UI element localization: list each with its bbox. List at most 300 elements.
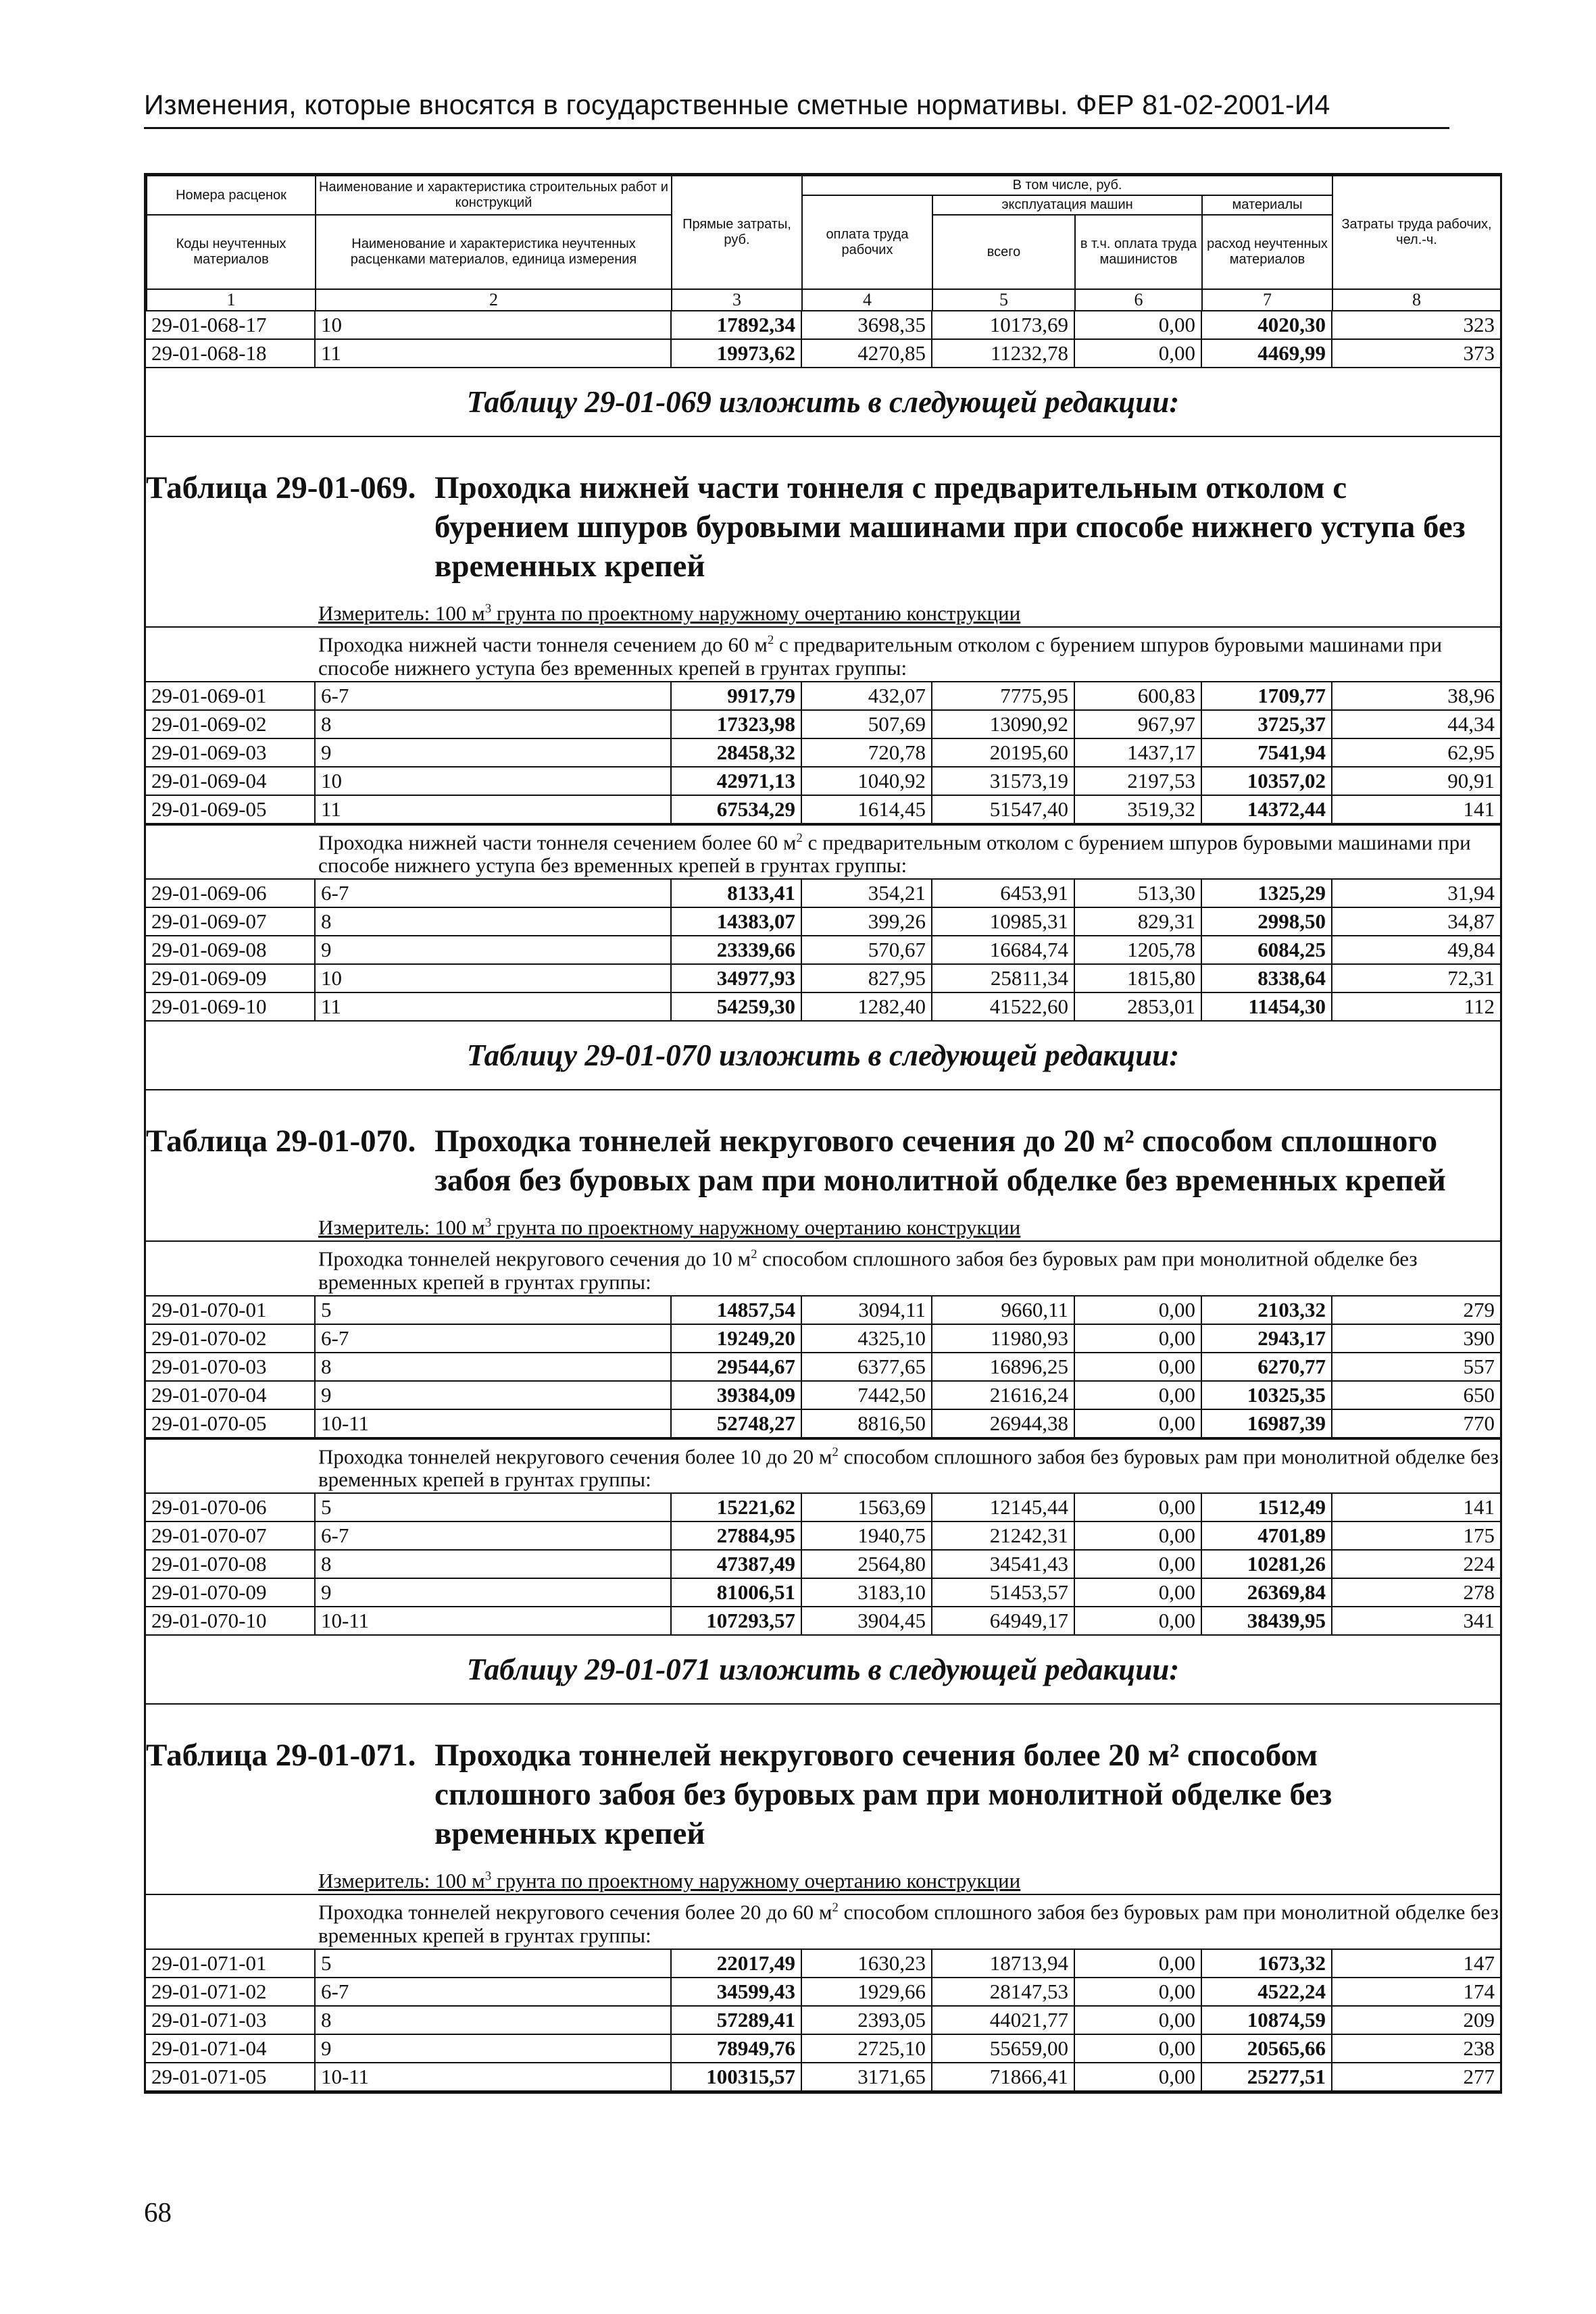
measure-superscript: 3: [484, 601, 492, 616]
group-description-text-end: способом сплошного забоя без буровых рам при монолитной обделке без временных крепей в грунтах группы:: [318, 1247, 1418, 1294]
soil-group: 8: [315, 2006, 671, 2034]
col-header-labor-hours: Затраты труда рабочих, чел.-ч.: [1332, 176, 1501, 289]
value-cell: 1614,45: [801, 795, 932, 824]
rate-code: 29-01-070-07: [146, 1521, 315, 1550]
value-cell: 4522,24: [1201, 1978, 1332, 2006]
soil-group: 9: [315, 936, 671, 964]
value-cell: 354,21: [801, 880, 932, 907]
value-cell: 557: [1332, 1353, 1500, 1381]
col-num: 1: [147, 289, 316, 311]
table-row: [146, 2006, 1500, 2034]
measure-superscript: 3: [484, 1215, 492, 1230]
rate-code: 29-01-069-01: [146, 682, 315, 710]
value-cell: 390: [1332, 1324, 1500, 1353]
value-cell: 14383,07: [671, 907, 801, 936]
value-cell: 0,00: [1074, 311, 1201, 339]
value-cell: 2393,05: [801, 2006, 932, 2034]
col-num: 6: [1075, 289, 1202, 311]
measure-unit-text: [318, 601, 1020, 625]
soil-group: 8: [315, 710, 671, 738]
value-cell: 6270,77: [1201, 1353, 1332, 1381]
value-cell: 829,31: [1074, 907, 1201, 936]
soil-group: 6-7: [315, 1324, 671, 1353]
value-cell: 112: [1332, 992, 1500, 1021]
value-cell: 17892,34: [671, 311, 801, 339]
soil-group: 10: [315, 964, 671, 992]
value-cell: 373: [1332, 339, 1500, 368]
value-cell: 720,78: [801, 738, 932, 767]
value-cell: 1815,80: [1074, 964, 1201, 992]
group-description: [146, 1894, 1500, 1949]
value-cell: 72,31: [1332, 964, 1500, 992]
rate-code: 29-01-069-06: [146, 880, 315, 907]
value-cell: 22017,49: [671, 1950, 801, 1978]
table-row: [146, 1297, 1500, 1324]
value-cell: 8133,41: [671, 880, 801, 907]
value-cell: 1282,40: [801, 992, 932, 1021]
soil-group: 5: [315, 1297, 671, 1324]
value-cell: 174: [1332, 1978, 1500, 2006]
value-cell: 25277,51: [1201, 2063, 1332, 2091]
value-cell: 78949,76: [671, 2034, 801, 2063]
value-cell: 0,00: [1074, 2034, 1201, 2063]
col-header-materials: материалы: [1202, 195, 1332, 215]
value-cell: 0,00: [1074, 1409, 1201, 1438]
value-cell: 25811,34: [932, 964, 1074, 992]
value-cell: 6377,65: [801, 1353, 932, 1381]
header-rule: [144, 127, 1449, 129]
group-description: [146, 824, 1500, 880]
table-title-line: Проходка нижней части тоннеля с предварительным отколом с: [434, 470, 1347, 505]
col-num: 7: [1202, 289, 1332, 311]
value-cell: 13090,92: [932, 710, 1074, 738]
table-row: [146, 1324, 1500, 1353]
value-cell: 3519,32: [1074, 795, 1201, 824]
value-cell: 34599,43: [671, 1978, 801, 2006]
value-cell: 4469,99: [1201, 339, 1332, 368]
measure-unit-text: [318, 1869, 1020, 1892]
value-cell: 0,00: [1074, 339, 1201, 368]
table-number: Таблица 29-01-070.: [146, 1123, 416, 1159]
value-cell: 8338,64: [1201, 964, 1332, 992]
section-title: [146, 1090, 1500, 1200]
group-description-text-end: способом сплошного забоя без буровых рам при монолитной обделке без временных крепей в грунтах группы:: [318, 1444, 1499, 1491]
value-cell: 27884,95: [671, 1521, 801, 1550]
col-header-material-codes: Коды неучтенных материалов: [147, 215, 316, 289]
measure-suffix: грунта по проектному наружному очертанию конструкции: [491, 1215, 1021, 1240]
value-cell: 2998,50: [1201, 907, 1332, 936]
col-num: 4: [802, 289, 932, 311]
value-cell: 11454,30: [1201, 992, 1332, 1021]
rate-code: 29-01-069-02: [146, 710, 315, 738]
soil-group: 6-7: [315, 682, 671, 710]
soil-group: 5: [315, 1950, 671, 1978]
soil-group: 10-11: [315, 2063, 671, 2091]
measure-prefix: Измеритель: 100 м: [318, 1215, 485, 1240]
soil-group: 9: [315, 738, 671, 767]
table-number: Таблица 29-01-071.: [146, 1737, 416, 1773]
measure-prefix: Измеритель: 100 м: [318, 601, 485, 626]
document-header: Изменения, которые вносятся в государственные сметные нормативы. ФЕР 81-02-2001-И4: [144, 89, 1330, 120]
group-description-superscript: 2: [767, 633, 774, 648]
table-row: [146, 1607, 1500, 1635]
value-cell: 3698,35: [801, 311, 932, 339]
value-cell: 38439,95: [1201, 1607, 1332, 1635]
page-number: 68: [144, 2196, 172, 2228]
value-cell: 51547,40: [932, 795, 1074, 824]
value-cell: 42971,13: [671, 767, 801, 795]
value-cell: 175: [1332, 1521, 1500, 1550]
value-cell: 81006,51: [671, 1578, 801, 1607]
table-row: [146, 992, 1500, 1021]
rate-code: 29-01-071-03: [146, 2006, 315, 2034]
rates-grid: [146, 311, 1500, 368]
table-row: [146, 710, 1500, 738]
soil-group: 10-11: [315, 1607, 671, 1635]
soil-group: 10: [315, 311, 671, 339]
rate-code: 29-01-071-04: [146, 2034, 315, 2063]
value-cell: 20195,60: [932, 738, 1074, 767]
value-cell: 0,00: [1074, 1978, 1201, 2006]
group-description-text: Проходка тоннелей некругового сечения более 20 до 60 м: [318, 1900, 832, 1924]
soil-group: 9: [315, 2034, 671, 2063]
norms-table: [144, 173, 1502, 2094]
rate-code: 29-01-070-02: [146, 1324, 315, 1353]
table-row: [146, 907, 1500, 936]
value-cell: 54259,30: [671, 992, 801, 1021]
value-cell: 432,07: [801, 682, 932, 710]
rate-code: 29-01-070-04: [146, 1381, 315, 1409]
rate-code: 29-01-070-05: [146, 1409, 315, 1438]
value-cell: 18713,94: [932, 1950, 1074, 1978]
soil-group: 10: [315, 767, 671, 795]
rates-grid: [146, 682, 1500, 824]
value-cell: 0,00: [1074, 1494, 1201, 1521]
table-row: [146, 795, 1500, 824]
table-row: [146, 1950, 1500, 1978]
value-cell: 51453,57: [932, 1578, 1074, 1607]
table-row: [146, 2063, 1500, 2091]
rate-code: 29-01-069-08: [146, 936, 315, 964]
soil-group: 11: [315, 992, 671, 1021]
soil-group: 8: [315, 907, 671, 936]
rates-grid: [146, 1494, 1500, 1636]
value-cell: 9917,79: [671, 682, 801, 710]
value-cell: 0,00: [1074, 1297, 1201, 1324]
measure-unit-text: [318, 1215, 1020, 1239]
value-cell: 10985,31: [932, 907, 1074, 936]
value-cell: 1563,69: [801, 1494, 932, 1521]
group-description-superscript: 2: [832, 1901, 839, 1915]
table-row: [146, 1578, 1500, 1607]
rates-grid: [146, 880, 1500, 1022]
value-cell: 2564,80: [801, 1550, 932, 1578]
table-row: [146, 682, 1500, 710]
section-banner: Таблицу 29-01-071 изложить в следующей редакции:: [146, 1636, 1500, 1705]
value-cell: 4270,85: [801, 339, 932, 368]
table-row: [146, 1409, 1500, 1438]
value-cell: 34,87: [1332, 907, 1500, 936]
soil-group: 9: [315, 1381, 671, 1409]
value-cell: 323: [1332, 311, 1500, 339]
group-description-text: Проходка нижней части тоннеля сечением более 60 м: [318, 830, 797, 854]
value-cell: 19249,20: [671, 1324, 801, 1353]
section-title: [146, 1705, 1500, 1853]
table-row: [146, 1381, 1500, 1409]
value-cell: 14857,54: [671, 1297, 801, 1324]
group-description-superscript: 2: [751, 1247, 757, 1262]
value-cell: 507,69: [801, 710, 932, 738]
value-cell: 17323,98: [671, 710, 801, 738]
group-description-text-end: с предварительным отколом с бурением шпуров буровыми машинами при способе нижнего уступа без временных крепей в грунтах группы:: [318, 830, 1471, 877]
section-banner: Таблицу 29-01-069 изложить в следующей редакции:: [146, 368, 1500, 437]
col-num: 3: [672, 289, 802, 311]
value-cell: 107293,57: [671, 1607, 801, 1635]
rates-grid: [146, 1950, 1500, 2092]
value-cell: 55659,00: [932, 2034, 1074, 2063]
value-cell: 10281,26: [1201, 1550, 1332, 1578]
col-num: 2: [316, 289, 672, 311]
value-cell: 2853,01: [1074, 992, 1201, 1021]
value-cell: 1325,29: [1201, 880, 1332, 907]
value-cell: 31,94: [1332, 880, 1500, 907]
value-cell: 38,96: [1332, 682, 1500, 710]
value-cell: 341: [1332, 1607, 1500, 1635]
soil-group: 6-7: [315, 880, 671, 907]
value-cell: 16896,25: [932, 1353, 1074, 1381]
table-header: [146, 175, 1501, 311]
value-cell: 90,91: [1332, 767, 1500, 795]
value-cell: 4020,30: [1201, 311, 1332, 339]
value-cell: 2103,32: [1201, 1297, 1332, 1324]
value-cell: 10874,59: [1201, 2006, 1332, 2034]
value-cell: 1709,77: [1201, 682, 1332, 710]
section-banner: Таблицу 29-01-070 изложить в следующей редакции:: [146, 1022, 1500, 1090]
value-cell: 770: [1332, 1409, 1500, 1438]
value-cell: 1940,75: [801, 1521, 932, 1550]
table-row: [146, 1550, 1500, 1578]
value-cell: 10357,02: [1201, 767, 1332, 795]
col-num: 8: [1332, 289, 1501, 311]
value-cell: 64949,17: [932, 1607, 1074, 1635]
value-cell: 0,00: [1074, 1950, 1201, 1978]
value-cell: 67534,29: [671, 795, 801, 824]
col-header-machines-total: всего: [932, 215, 1075, 289]
measure-superscript: 3: [484, 1869, 492, 1884]
value-cell: 0,00: [1074, 2006, 1201, 2034]
measure-suffix: грунта по проектному наружному очертанию конструкции: [491, 601, 1021, 626]
table-title-rest: забоя без буровых рам при монолитной обделке без временных крепей: [434, 1162, 1446, 1198]
section-title: [146, 437, 1500, 586]
value-cell: 39384,09: [671, 1381, 801, 1409]
soil-group: 11: [315, 339, 671, 368]
rate-code: 29-01-069-05: [146, 795, 315, 824]
rate-code: 29-01-069-10: [146, 992, 315, 1021]
col-header-works: Наименование и характеристика строительных работ и конструкций: [316, 176, 672, 215]
value-cell: 1673,32: [1201, 1950, 1332, 1978]
group-description-text: Проходка нижней части тоннеля сечением до 60 м: [318, 632, 768, 657]
group-description: [146, 1240, 1500, 1296]
group-description-text-end: способом сплошного забоя без буровых рам при монолитной обделке без временных крепей в грунтах группы:: [318, 1900, 1499, 1947]
value-cell: 141: [1332, 1494, 1500, 1521]
value-cell: 570,67: [801, 936, 932, 964]
value-cell: 62,95: [1332, 738, 1500, 767]
value-cell: 15221,62: [671, 1494, 801, 1521]
value-cell: 0,00: [1074, 1578, 1201, 1607]
rate-code: 29-01-070-06: [146, 1494, 315, 1521]
table-row: [146, 1978, 1500, 2006]
value-cell: 31573,19: [932, 767, 1074, 795]
table-number: Таблица 29-01-069.: [146, 470, 416, 505]
value-cell: 10173,69: [932, 311, 1074, 339]
value-cell: 14372,44: [1201, 795, 1332, 824]
measure-unit: [146, 1864, 1500, 1894]
value-cell: 141: [1332, 795, 1500, 824]
value-cell: 3904,45: [801, 1607, 932, 1635]
value-cell: 26369,84: [1201, 1578, 1332, 1607]
rate-code: 29-01-069-04: [146, 767, 315, 795]
rate-code: 29-01-070-09: [146, 1578, 315, 1607]
value-cell: 2725,10: [801, 2034, 932, 2063]
value-cell: 278: [1332, 1578, 1500, 1607]
value-cell: 8816,50: [801, 1409, 932, 1438]
value-cell: 600,83: [1074, 682, 1201, 710]
value-cell: 3725,37: [1201, 710, 1332, 738]
value-cell: 7541,94: [1201, 738, 1332, 767]
value-cell: 57289,41: [671, 2006, 801, 2034]
rates-grid: [146, 1297, 1500, 1438]
value-cell: 21242,31: [932, 1521, 1074, 1550]
value-cell: 827,95: [801, 964, 932, 992]
value-cell: 11232,78: [932, 339, 1074, 368]
value-cell: 23339,66: [671, 936, 801, 964]
value-cell: 3171,65: [801, 2063, 932, 2091]
value-cell: 21616,24: [932, 1381, 1074, 1409]
table-title-rest: сплошного забоя без буровых рам при монолитной обделке без временных крепей: [434, 1776, 1332, 1851]
value-cell: 26944,38: [932, 1409, 1074, 1438]
value-cell: 2197,53: [1074, 767, 1201, 795]
value-cell: 6453,91: [932, 880, 1074, 907]
table-row: [146, 964, 1500, 992]
measure-unit: [146, 1211, 1500, 1240]
soil-group: 5: [315, 1494, 671, 1521]
rate-code: 29-01-071-01: [146, 1950, 315, 1978]
value-cell: 224: [1332, 1550, 1500, 1578]
value-cell: 49,84: [1332, 936, 1500, 964]
group-description-text: Проходка тоннелей некругового сечения более 10 до 20 м: [318, 1444, 832, 1468]
rate-code: 29-01-071-02: [146, 1978, 315, 2006]
value-cell: 1437,17: [1074, 738, 1201, 767]
table-body: [146, 311, 1500, 2092]
value-cell: 0,00: [1074, 1324, 1201, 1353]
col-header-codes: Номера расценок: [147, 176, 316, 215]
rate-code: 29-01-070-01: [146, 1297, 315, 1324]
value-cell: 6084,25: [1201, 936, 1332, 964]
table-title-rest: бурением шпуров буровыми машинами при способе нижнего уступа без временных крепей: [434, 509, 1466, 584]
value-cell: 44021,77: [932, 2006, 1074, 2034]
value-cell: 19973,62: [671, 339, 801, 368]
table-row: [146, 936, 1500, 964]
value-cell: 7442,50: [801, 1381, 932, 1409]
rate-code: 29-01-068-18: [146, 339, 315, 368]
value-cell: 7775,95: [932, 682, 1074, 710]
value-cell: 0,00: [1074, 1607, 1201, 1635]
col-header-machines: эксплуатация машин: [932, 195, 1202, 215]
value-cell: 209: [1332, 2006, 1500, 2034]
soil-group: 9: [315, 1578, 671, 1607]
table-row: [146, 311, 1500, 339]
value-cell: 44,34: [1332, 710, 1500, 738]
value-cell: 10325,35: [1201, 1381, 1332, 1409]
value-cell: 1929,66: [801, 1978, 932, 2006]
group-description: [146, 626, 1500, 682]
value-cell: 16987,39: [1201, 1409, 1332, 1438]
soil-group: 8: [315, 1550, 671, 1578]
value-cell: 100315,57: [671, 2063, 801, 2091]
value-cell: 4701,89: [1201, 1521, 1332, 1550]
rate-code: 29-01-071-05: [146, 2063, 315, 2091]
group-description-text-end: с предварительным отколом с бурением шпуров буровыми машинами при способе нижнего уступа без временных крепей в грунтах группы:: [318, 632, 1443, 680]
value-cell: 52748,27: [671, 1409, 801, 1438]
value-cell: 11980,93: [932, 1324, 1074, 1353]
rate-code: 29-01-070-03: [146, 1353, 315, 1381]
column-numbers-row: [147, 289, 1501, 311]
value-cell: 9660,11: [932, 1297, 1074, 1324]
value-cell: 0,00: [1074, 1521, 1201, 1550]
table-title-line: Проходка тоннелей некругового сечения более 20 м² способом: [434, 1737, 1318, 1773]
value-cell: 1630,23: [801, 1950, 932, 1978]
value-cell: 1205,78: [1074, 936, 1201, 964]
measure-unit: [146, 597, 1500, 626]
value-cell: 0,00: [1074, 1353, 1201, 1381]
soil-group: 10-11: [315, 1409, 671, 1438]
group-description: [146, 1438, 1500, 1494]
table-title-line: Проходка тоннелей некругового сечения до 20 м² способом сплошного: [434, 1123, 1438, 1159]
measure-prefix: Измеритель: 100 м: [318, 1869, 485, 1893]
value-cell: 0,00: [1074, 2063, 1201, 2091]
value-cell: 399,26: [801, 907, 932, 936]
rate-code: 29-01-070-10: [146, 1607, 315, 1635]
rate-code: 29-01-070-08: [146, 1550, 315, 1578]
col-header-including: В том числе, руб.: [802, 176, 1332, 195]
rate-code: 29-01-069-03: [146, 738, 315, 767]
table-row: [146, 880, 1500, 907]
value-cell: 28458,32: [671, 738, 801, 767]
value-cell: 12145,44: [932, 1494, 1074, 1521]
soil-group: 6-7: [315, 1521, 671, 1550]
value-cell: 279: [1332, 1297, 1500, 1324]
value-cell: 2943,17: [1201, 1324, 1332, 1353]
rate-code: 29-01-069-07: [146, 907, 315, 936]
value-cell: 41522,60: [932, 992, 1074, 1021]
soil-group: 11: [315, 795, 671, 824]
value-cell: 238: [1332, 2034, 1500, 2063]
value-cell: 1040,92: [801, 767, 932, 795]
value-cell: 0,00: [1074, 1381, 1201, 1409]
table-row: [146, 1494, 1500, 1521]
col-header-materials-name: Наименование и характеристика неучтенных расценками материалов, единица измерения: [316, 215, 672, 289]
group-description-superscript: 2: [832, 1444, 839, 1459]
table-row: [146, 1353, 1500, 1381]
value-cell: 0,00: [1074, 1550, 1201, 1578]
value-cell: 3183,10: [801, 1578, 932, 1607]
col-header-unaccounted-materials: расход неучтенных материалов: [1202, 215, 1332, 289]
table-row: [146, 767, 1500, 795]
value-cell: 277: [1332, 2063, 1500, 2091]
col-header-direct-costs: Прямые затраты, руб.: [672, 176, 802, 289]
table-row: [146, 738, 1500, 767]
group-description-superscript: 2: [796, 830, 803, 845]
